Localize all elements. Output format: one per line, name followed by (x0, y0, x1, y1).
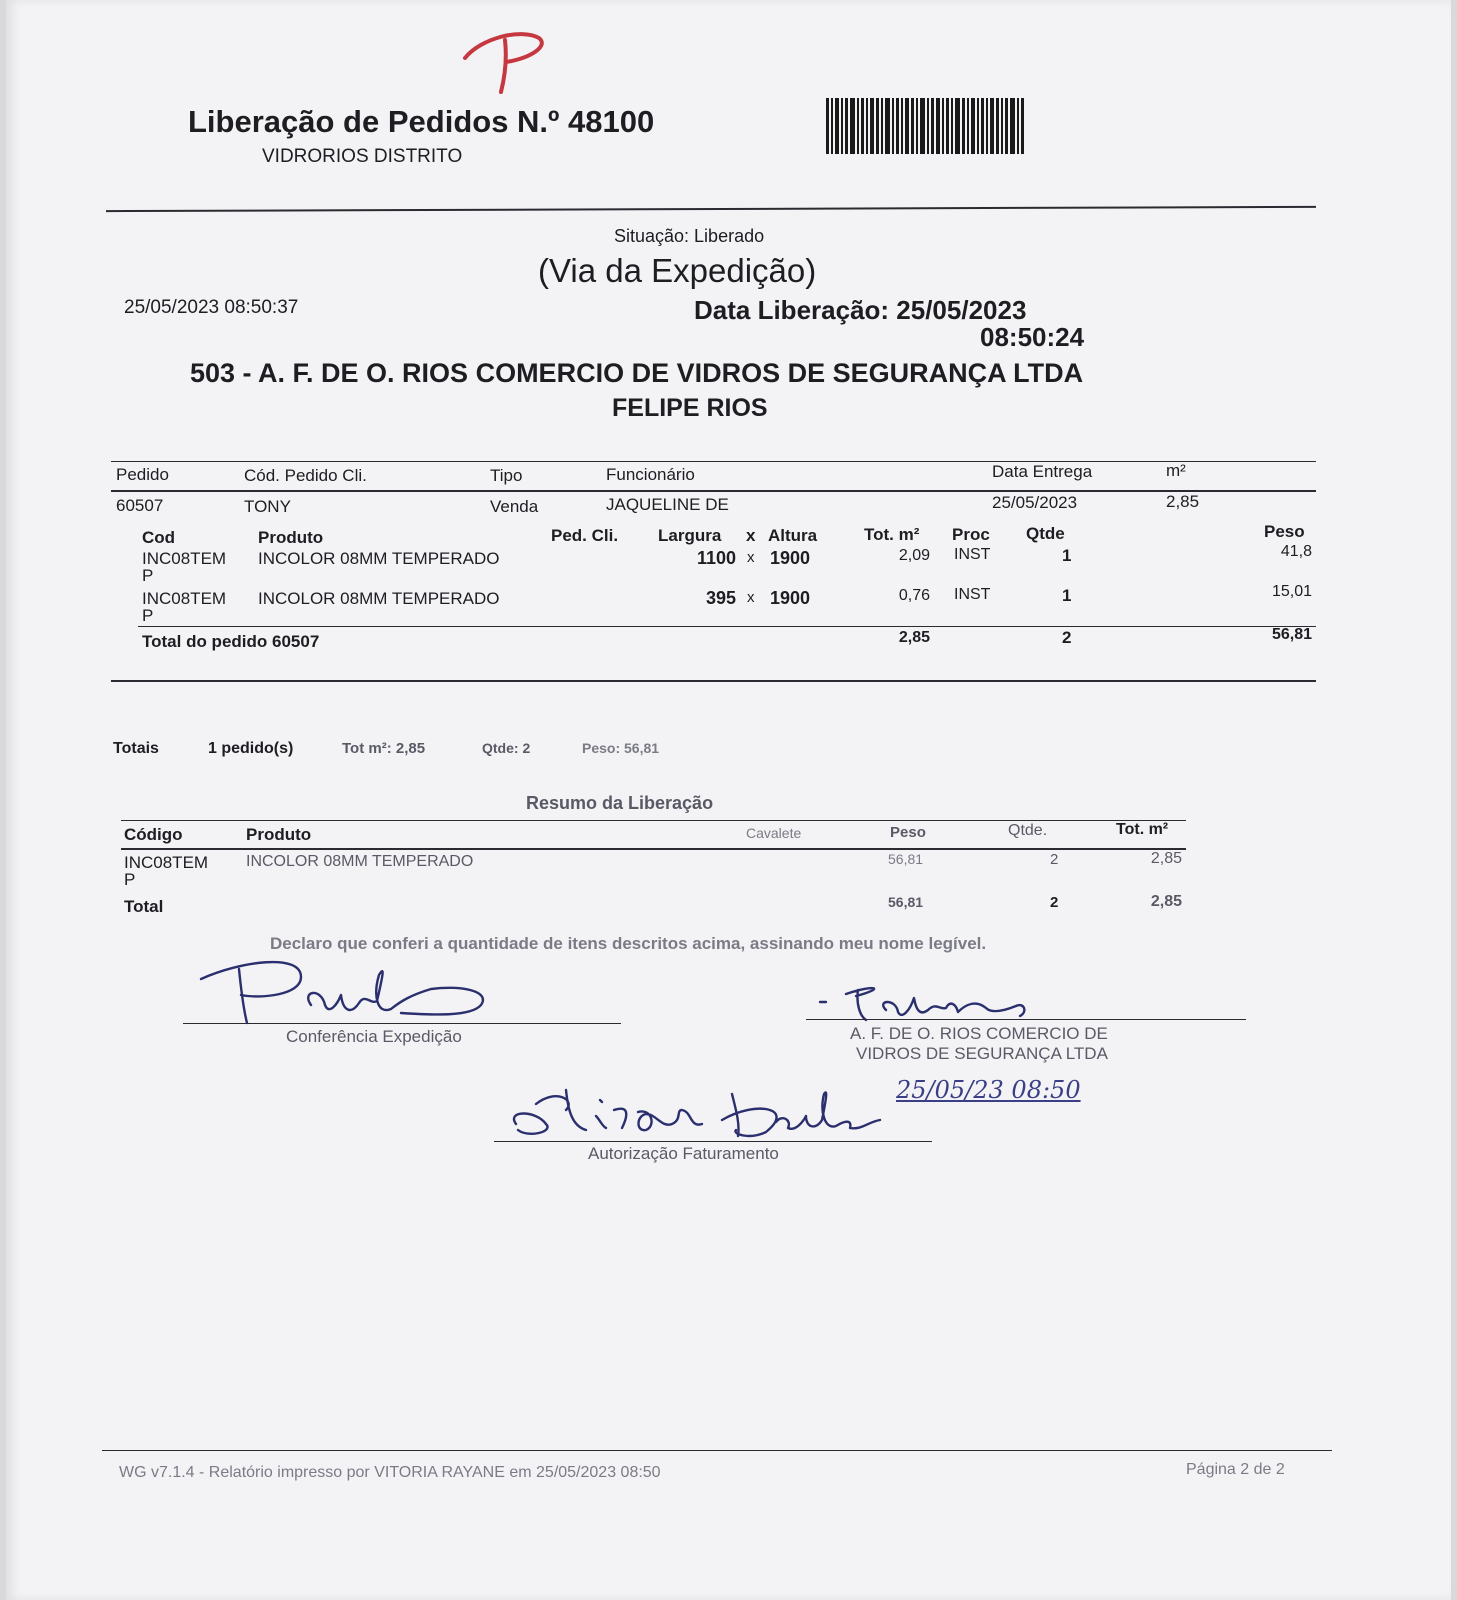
item-cod-suffix: P (142, 606, 154, 625)
client-name: 503 - A. F. DE O. RIOS COMERCIO DE VIDROS DE SEGURANÇA LTDA (190, 358, 1084, 388)
printed-datetime: 25/05/2023 08:50:37 (124, 297, 299, 318)
col-cod-pedido-cli: Cód. Pedido Cli. (244, 466, 367, 485)
resumo-header-line (121, 848, 1186, 850)
item-col-ped-cli: Ped. Cli. (551, 526, 619, 545)
caption-conferencia-expedicao: Conferência Expedição (286, 1027, 462, 1046)
item-col-peso: Peso (1264, 522, 1305, 541)
totals-label: Totais (113, 740, 159, 757)
company-name: VIDRORIOS DISTRITO (262, 146, 463, 167)
resumo-qtde: 2 (1050, 851, 1059, 868)
item-qtde: 1 (1062, 586, 1072, 605)
footer-line (102, 1450, 1332, 1451)
handwritten-p-mark (461, 28, 551, 98)
order-tipo: Venda (490, 497, 539, 516)
release-time: 08:50:24 (980, 322, 1085, 352)
col-data-entrega: Data Entrega (992, 462, 1093, 481)
resumo-col-codigo: Código (124, 825, 183, 844)
item-largura: 1100 (696, 548, 736, 568)
declaration-text: Declaro que conferi a quantidade de itens descritos acima, assinando meu nome legível. (270, 934, 987, 953)
document-page (6, 0, 1451, 1600)
via-title: (Via da Expedição) (538, 252, 817, 289)
item-x: x (747, 549, 755, 566)
signature-line-bottom (494, 1141, 932, 1142)
document-title: Liberação de Pedidos N.º 48100 (188, 104, 655, 139)
totals-peso: Peso: 56,81 (582, 740, 660, 756)
item-cod-suffix: P (142, 566, 154, 585)
resumo-col-tot-m2: Tot. m² (1116, 821, 1169, 838)
item-altura: 1900 (770, 548, 811, 568)
col-tipo: Tipo (490, 466, 523, 485)
resumo-col-peso: Peso (890, 824, 926, 841)
col-m2: m² (1166, 461, 1186, 480)
footer-report-info: WG v7.1.4 - Relatório impresso por VITORIA RAYANE em 25/05/2023 08:50 (119, 1464, 661, 1481)
item-cod: INC08TEM (142, 549, 227, 568)
barcode (826, 98, 1026, 154)
resumo-title: Resumo da Liberação (526, 793, 714, 813)
resumo-col-cavalete: Cavalete (746, 825, 802, 841)
order-section-bottom-line (111, 680, 1316, 682)
order-header-bottom-line (111, 490, 1316, 492)
order-total-label: Total do pedido 60507 (142, 632, 320, 651)
resumo-cod-suffix: P (124, 870, 136, 889)
item-col-produto: Produto (258, 528, 324, 547)
release-date: Data Liberação: 25/05/2023 (694, 295, 1027, 325)
resumo-produto: INCOLOR 08MM TEMPERADO (246, 853, 474, 870)
item-tot-m2: 0,76 (898, 587, 930, 604)
col-funcionario: Funcionário (606, 465, 695, 484)
order-m2: 2,85 (1166, 492, 1200, 511)
resumo-cod: INC08TEM (124, 853, 209, 872)
order-total-peso: 56,81 (1271, 626, 1312, 643)
resumo-total-label: Total (124, 897, 164, 916)
header-divider (106, 206, 1316, 212)
resumo-col-qtde: Qtde. (1008, 822, 1048, 839)
order-pedido: 60507 (116, 496, 164, 515)
resumo-total-tot-m2: 2,85 (1150, 893, 1182, 910)
item-produto: INCOLOR 08MM TEMPERADO (258, 589, 500, 608)
item-produto: INCOLOR 08MM TEMPERADO (258, 549, 500, 568)
item-cod: INC08TEM (142, 589, 227, 608)
order-total-line (138, 626, 1316, 627)
totals-pedidos: 1 pedido(s) (208, 740, 294, 757)
item-peso: 15,01 (1271, 583, 1312, 600)
order-funcionario: JAQUELINE DE (606, 495, 729, 514)
resumo-col-produto: Produto (246, 825, 312, 844)
order-header-top-line (111, 461, 1316, 462)
order-data-entrega: 25/05/2023 (992, 493, 1078, 512)
resumo-peso: 56,81 (888, 851, 924, 867)
item-tot-m2: 2,09 (898, 547, 930, 564)
resumo-tot-m2: 2,85 (1150, 850, 1182, 867)
item-peso: 41,8 (1280, 543, 1312, 560)
caption-client-2: VIDROS DE SEGURANÇA LTDA (856, 1044, 1108, 1063)
item-col-cod: Cod (142, 528, 176, 547)
order-total-m2: 2,85 (898, 629, 930, 646)
totals-m2: Tot m²: 2,85 (342, 740, 426, 757)
item-col-x: x (746, 526, 756, 545)
item-qtde: 1 (1062, 546, 1072, 565)
item-largura: 395 (705, 588, 736, 608)
signature-autorizacao (506, 1080, 896, 1150)
item-x: x (747, 589, 755, 606)
item-proc: INST (954, 546, 991, 563)
order-total-qtde: 2 (1062, 628, 1072, 647)
status-text: Situação: Liberado (614, 226, 765, 246)
caption-autorizacao-faturamento: Autorização Faturamento (588, 1144, 779, 1163)
handwritten-date: 25/05/23 08:50 (896, 1076, 1081, 1104)
item-col-tot-m2: Tot. m² (864, 525, 920, 544)
item-proc: INST (954, 586, 991, 603)
totals-qtde: Qtde: 2 (482, 740, 531, 756)
signature-line-left (183, 1023, 621, 1024)
signature-line-right (806, 1019, 1246, 1020)
item-col-altura: Altura (768, 526, 818, 545)
resumo-top-line (121, 820, 1186, 821)
item-col-largura: Largura (658, 526, 722, 545)
item-altura: 1900 (770, 588, 811, 608)
item-col-proc: Proc (952, 525, 990, 544)
footer-page-number: Página 2 de 2 (1186, 1461, 1285, 1478)
resumo-total-peso: 56,81 (888, 894, 924, 910)
item-col-qtde: Qtde (1026, 524, 1065, 543)
caption-client-1: A. F. DE O. RIOS COMERCIO DE (850, 1024, 1108, 1043)
order-cod-pedido-cli: TONY (244, 497, 291, 516)
col-pedido: Pedido (116, 465, 169, 484)
resumo-total-qtde: 2 (1050, 894, 1059, 911)
client-contact: FELIPE RIOS (612, 394, 768, 422)
